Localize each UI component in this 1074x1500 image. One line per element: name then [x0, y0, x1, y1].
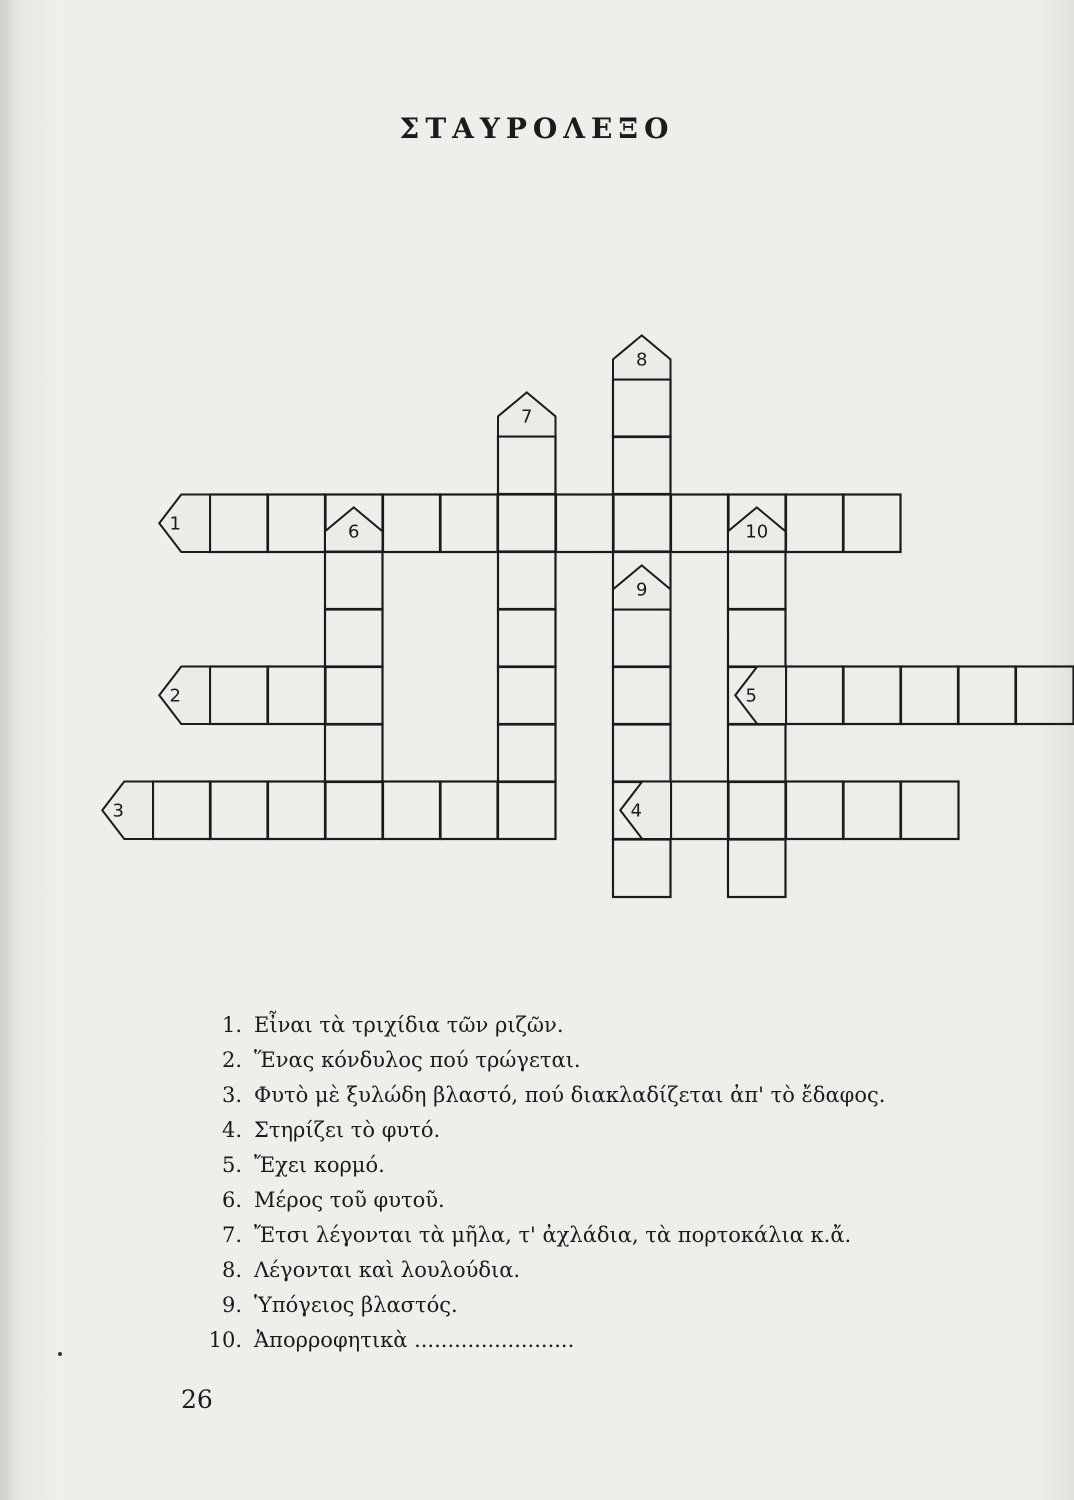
crossword-cell[interactable] [728, 782, 786, 840]
page-number: 26 [181, 1385, 213, 1414]
crossword-cell[interactable] [613, 437, 671, 495]
crossword-cell[interactable] [325, 782, 383, 840]
clue-item: 3. Φυτὸ μὲ ξυλώδη βλαστό, πού διακλαδίζεται ἀπ' τὸ ἔδαφος. [221, 1083, 886, 1107]
crossword-cell[interactable] [498, 725, 556, 783]
clue-item: 10. Ἀπορροφητικὰ ........................ [208, 1328, 575, 1352]
crossword-cell[interactable] [210, 495, 268, 553]
clue-arrow [102, 782, 153, 840]
crossword-cell[interactable] [498, 495, 556, 553]
crossword-cell[interactable] [325, 610, 383, 668]
clue-number-label: 10 [745, 521, 769, 543]
clue-number-label: 9 [636, 579, 648, 601]
clue-item: 1. Εἶναι τὰ τριχίδια τῶν ριζῶν. [221, 1013, 564, 1037]
crossword-cell[interactable] [728, 840, 786, 898]
crossword-cell[interactable] [786, 782, 844, 840]
clue-number-label: 7 [521, 406, 533, 428]
clue-item: 8. Λέγονται καὶ λουλούδια. [221, 1258, 521, 1282]
crossword-cell[interactable] [268, 667, 326, 725]
crossword-cell[interactable] [383, 782, 441, 840]
crossword-cell[interactable] [498, 782, 556, 840]
crossword-cell[interactable] [383, 495, 441, 553]
clue-number-label: 3 [112, 800, 124, 822]
crossword-cell[interactable] [958, 667, 1016, 725]
clue-number-label: 4 [630, 800, 642, 822]
crossword-cell[interactable] [671, 495, 729, 553]
crossword-cell[interactable] [153, 782, 211, 840]
crossword-cell[interactable] [498, 552, 556, 610]
crossword-cell[interactable] [268, 495, 326, 553]
clue-arrow [735, 667, 786, 725]
crossword-cell[interactable] [1016, 667, 1074, 725]
speck [58, 1352, 62, 1356]
clue-number-label: 8 [636, 349, 648, 371]
clue-number-label: 6 [348, 521, 360, 543]
clue-item: 2. Ἕνας κόνδυλος πού τρώγεται. [221, 1048, 581, 1072]
clue-number-label: 1 [169, 513, 181, 535]
crossword-cell[interactable] [325, 667, 383, 725]
crossword-cell[interactable] [498, 437, 556, 495]
crossword-cell[interactable] [325, 725, 383, 783]
crossword-cell[interactable] [613, 610, 671, 668]
clue-item: 4. Στηρίζει τὸ φυτό. [221, 1118, 441, 1142]
clue-number-label: 5 [745, 685, 757, 707]
clue-item: 6. Μέρος τοῦ φυτοῦ. [221, 1188, 445, 1212]
crossword-cell[interactable] [613, 495, 671, 553]
crossword-cell[interactable] [728, 725, 786, 783]
crossword-cell[interactable] [613, 667, 671, 725]
crossword-cell[interactable] [498, 667, 556, 725]
crossword-cell[interactable] [325, 552, 383, 610]
page-title: ΣΤΑΥΡΟΛΕΞΟ [399, 112, 675, 145]
clue-item: 5. Ἔχει κορμό. [221, 1153, 385, 1177]
crossword-cell[interactable] [901, 667, 959, 725]
crossword-cell[interactable] [786, 667, 844, 725]
crossword-cell[interactable] [843, 495, 901, 553]
crossword-cell[interactable] [498, 610, 556, 668]
crossword-cell[interactable] [613, 380, 671, 438]
crossword-cell[interactable] [613, 840, 671, 898]
clue-item: 7. Ἔτσι λέγονται τὰ μῆλα, τ' ἀχλάδια, τὰ πορτοκάλια κ.ἄ. [221, 1223, 852, 1247]
crossword-cell[interactable] [613, 725, 671, 783]
clue-number-label: 2 [169, 685, 181, 707]
crossword-cell[interactable] [671, 782, 729, 840]
crossword-cell[interactable] [728, 610, 786, 668]
crossword-cell[interactable] [843, 782, 901, 840]
crossword-cell[interactable] [556, 495, 614, 553]
clue-item: 9. Ὑπόγειος βλαστός. [221, 1293, 458, 1317]
crossword-cell[interactable] [440, 495, 498, 553]
crossword-cell[interactable] [210, 782, 268, 840]
crossword-cell[interactable] [901, 782, 959, 840]
crossword-cell[interactable] [843, 667, 901, 725]
crossword-cell[interactable] [728, 552, 786, 610]
crossword-cell[interactable] [440, 782, 498, 840]
crossword-cell[interactable] [786, 495, 844, 553]
crossword-cell[interactable] [268, 782, 326, 840]
clue-arrow [620, 782, 671, 840]
clue-arrow [159, 495, 210, 553]
crossword-cell[interactable] [210, 667, 268, 725]
clue-list [180, 1008, 885, 1358]
clue-arrow [159, 667, 210, 725]
